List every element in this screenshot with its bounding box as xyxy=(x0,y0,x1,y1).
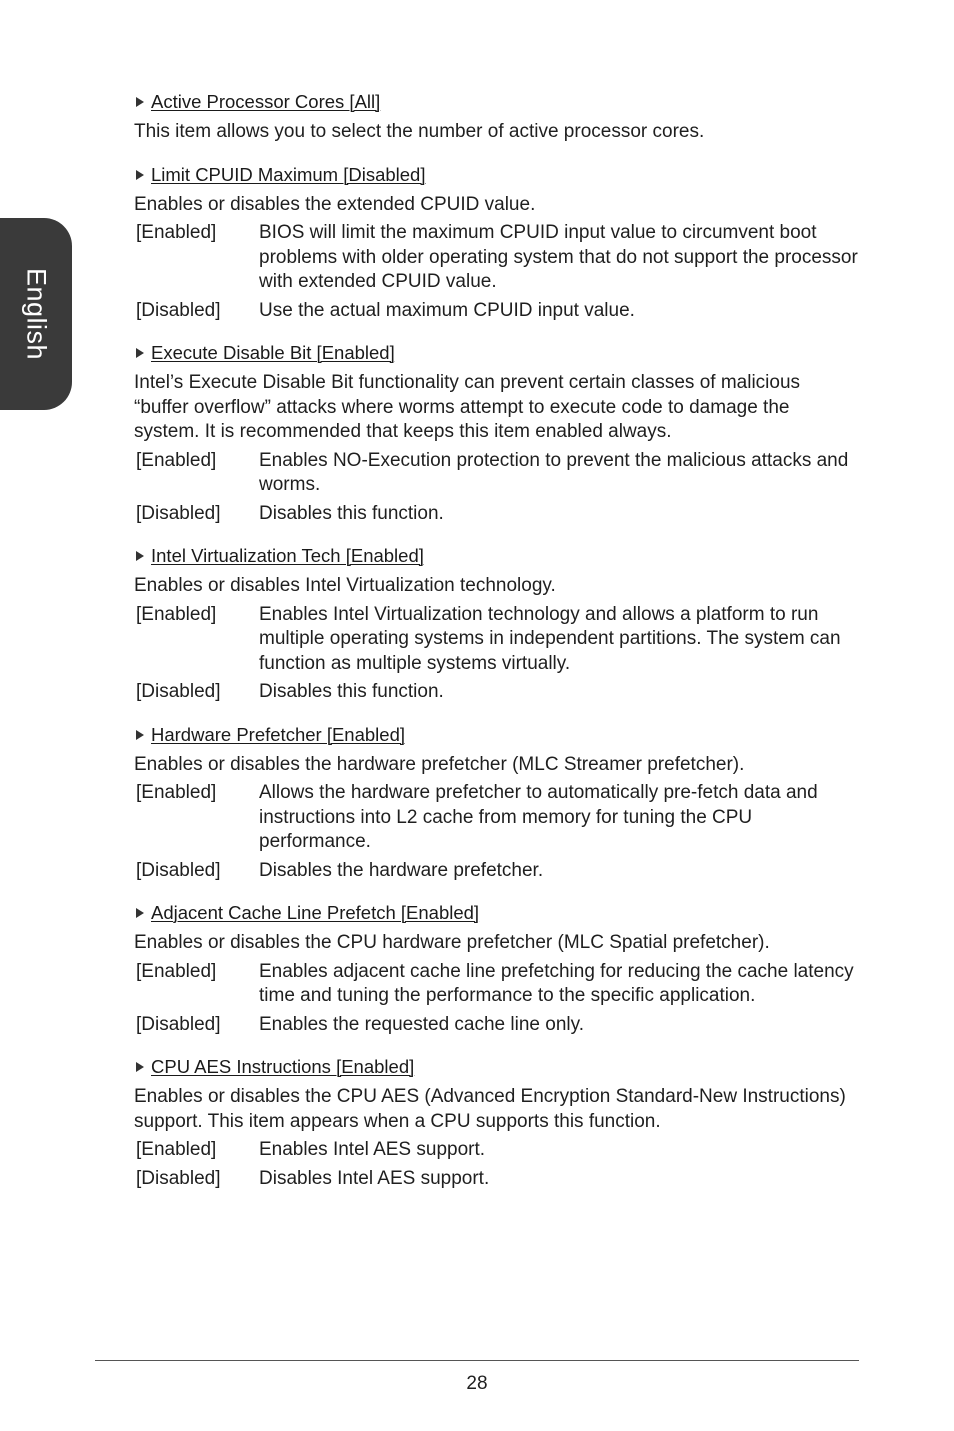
option-row xyxy=(134,299,859,324)
section-description: Enables or disables the CPU AES (Advanced Encryption Standard-New Instructions) support. This item appears when a CPU supports this function. xyxy=(134,1086,846,1132)
section-description: This item allows you to select the number of active processor cores. xyxy=(134,121,705,142)
option-key: [Disabled] xyxy=(136,1013,221,1035)
option-description: Enables Intel AES support. xyxy=(259,1139,486,1160)
option-key: [Disabled] xyxy=(136,502,221,524)
section-title: Adjacent Cache Line Prefetch [Enabled] xyxy=(151,902,480,923)
option-description: Use the actual maximum CPUID input value. xyxy=(259,299,635,321)
footer-divider xyxy=(95,1360,859,1361)
option-row xyxy=(134,960,859,1009)
option-key: [Enabled] xyxy=(136,449,217,471)
section-title: Intel Virtualization Tech [Enabled] xyxy=(151,545,424,566)
triangle-bullet-icon xyxy=(136,170,144,180)
option-key: [Disabled] xyxy=(136,681,221,702)
option-description: Enables the requested cache line only. xyxy=(259,1013,584,1035)
option-row xyxy=(134,221,859,295)
section-description: Enables or disables the extended CPUID value. xyxy=(134,193,536,215)
option-key: [Enabled] xyxy=(136,603,217,625)
option-key: [Disabled] xyxy=(136,859,221,881)
language-tab-label: English xyxy=(21,267,52,361)
option-row xyxy=(134,449,859,498)
option-description: Disables Intel AES support. xyxy=(259,1167,490,1189)
section-heading xyxy=(134,901,859,925)
option-row xyxy=(134,502,859,527)
section-execute-disable-bit xyxy=(134,341,859,526)
option-key: [Enabled] xyxy=(136,782,217,803)
option-description: Disables this function. xyxy=(259,502,444,524)
option-key: [Enabled] xyxy=(136,1139,217,1160)
option-description: Enables NO-Execution protection to prevent the malicious attacks and worms. xyxy=(259,449,849,495)
section-heading xyxy=(134,1055,859,1079)
language-tab xyxy=(0,218,72,410)
section-title: Limit CPUID Maximum [Disabled] xyxy=(151,163,426,185)
option-description: BIOS will limit the maximum CPUID input value to circumvent boot problems with older operating system that do not support the processor with extended CPUID value. xyxy=(259,222,858,292)
triangle-bullet-icon xyxy=(136,348,144,358)
section-adjacent-cache-line-prefetch xyxy=(134,901,859,1037)
triangle-bullet-icon xyxy=(136,97,144,107)
section-cpu-aes-instructions xyxy=(134,1055,859,1191)
section-description: Enables or disables Intel Virtualization technology. xyxy=(134,575,556,596)
section-intel-virtualization-tech xyxy=(134,544,859,705)
option-key: [Disabled] xyxy=(136,1167,221,1189)
section-limit-cpuid-maximum xyxy=(134,163,859,324)
triangle-bullet-icon xyxy=(136,1062,144,1072)
option-row xyxy=(134,1013,859,1038)
triangle-bullet-icon xyxy=(136,730,144,740)
section-active-processor-cores xyxy=(134,90,859,145)
option-description: Disables the hardware prefetcher. xyxy=(259,859,544,881)
section-hardware-prefetcher xyxy=(134,723,859,884)
section-description: Enables or disables the hardware prefetcher (MLC Streamer prefetcher). xyxy=(134,753,745,775)
section-heading xyxy=(134,341,859,365)
option-row xyxy=(134,1167,859,1192)
section-title: CPU AES Instructions [Enabled] xyxy=(151,1056,415,1077)
section-description: Intel’s Execute Disable Bit functionality can prevent certain classes of malicious “buffer overflow” attacks where worms attempt to execute code to damage the system. It is recommended that keeps this item enabled always. xyxy=(134,372,801,442)
option-row xyxy=(134,680,859,705)
section-heading xyxy=(134,90,859,114)
section-title: Active Processor Cores [All] xyxy=(151,91,381,112)
option-description: Allows the hardware prefetcher to automatically pre-fetch data and instructions into L2 cache from memory for tuning the CPU performance. xyxy=(259,782,818,852)
option-key: [Disabled] xyxy=(136,299,221,321)
option-key: [Enabled] xyxy=(136,960,217,982)
option-row xyxy=(134,1138,859,1163)
page-content xyxy=(134,90,859,1209)
option-key: [Enabled] xyxy=(136,222,217,243)
section-heading xyxy=(134,163,859,187)
section-heading xyxy=(134,723,859,747)
section-heading xyxy=(134,544,859,568)
section-title: Execute Disable Bit [Enabled] xyxy=(151,342,395,363)
option-description: Disables this function. xyxy=(259,681,444,702)
triangle-bullet-icon xyxy=(136,908,144,918)
option-row xyxy=(134,781,859,855)
option-row xyxy=(134,603,859,677)
section-description: Enables or disables the CPU hardware prefetcher (MLC Spatial prefetcher). xyxy=(134,932,770,953)
option-description: Enables Intel Virtualization technology and allows a platform to run multiple operating systems in independent partitions. The system can function as multiple systems virtually. xyxy=(259,603,841,674)
section-title: Hardware Prefetcher [Enabled] xyxy=(151,723,405,745)
triangle-bullet-icon xyxy=(136,551,144,561)
option-description: Enables adjacent cache line prefetching for reducing the cache latency time and tuning the performance to the specific application. xyxy=(259,960,854,1006)
option-row xyxy=(134,859,859,884)
page-number: 28 xyxy=(466,1373,488,1394)
